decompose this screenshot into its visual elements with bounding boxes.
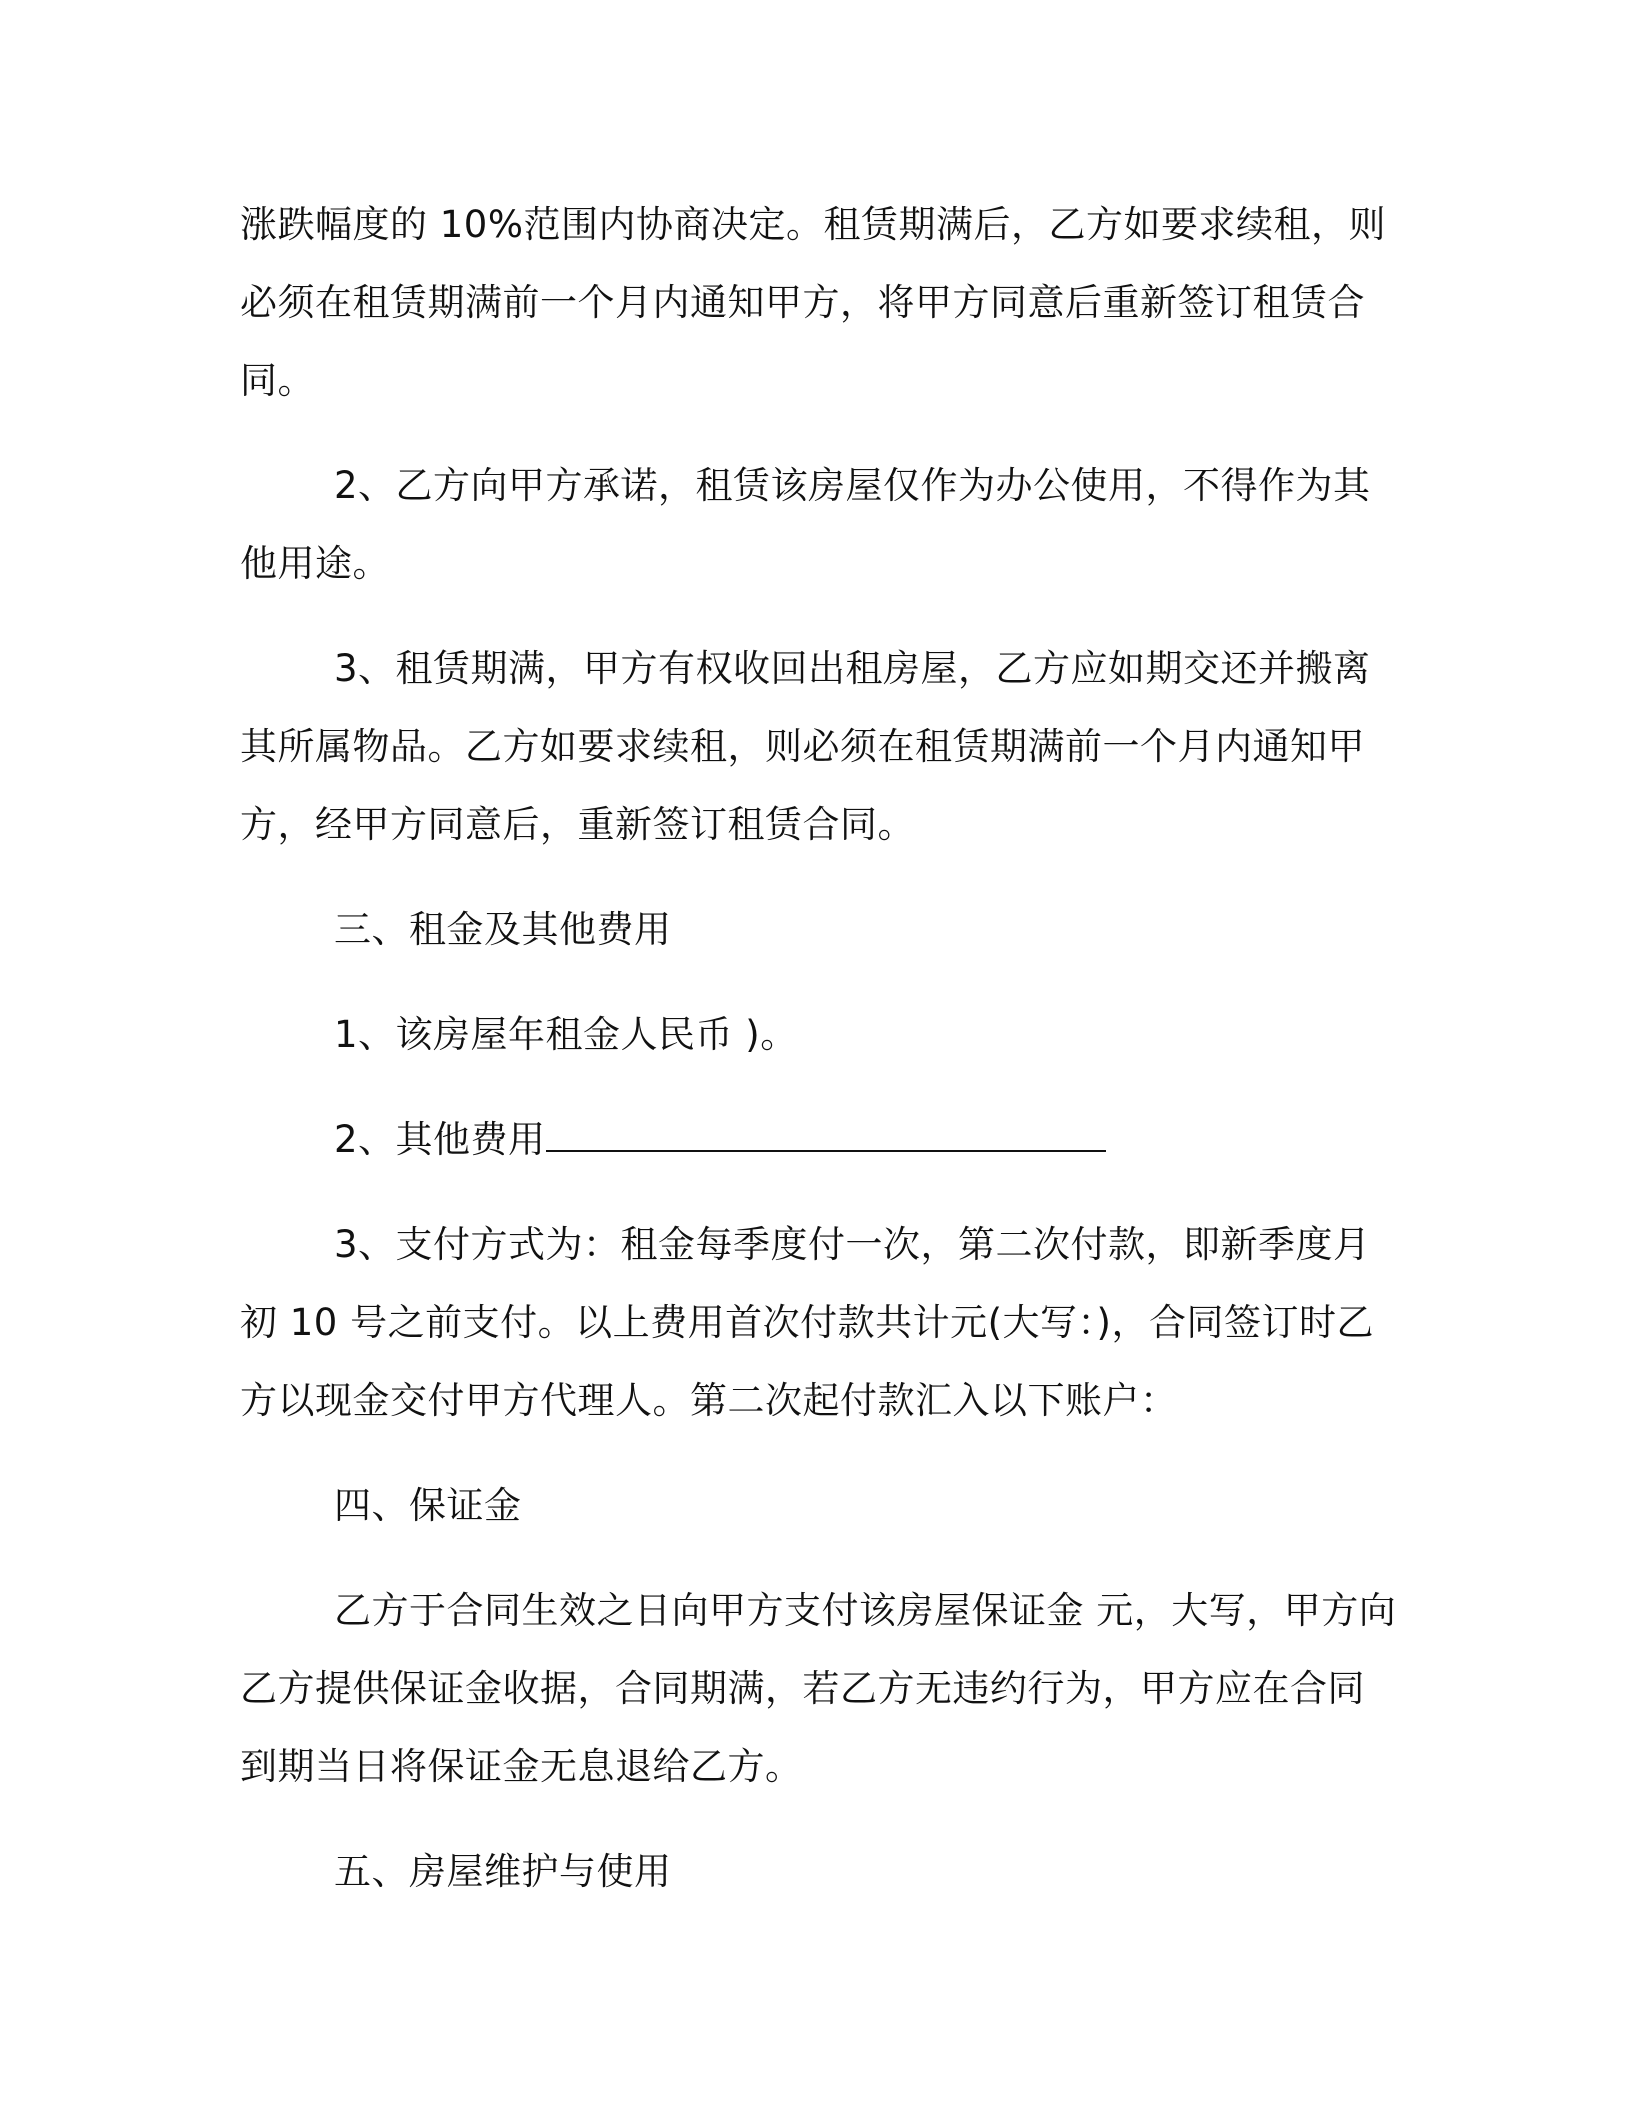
paragraph bbox=[240, 1206, 1395, 1440]
text-line: 乙方提供保证金收据，合同期满，若乙方无违约行为，甲方应在合同 bbox=[240, 1667, 1365, 1710]
section-heading-rent: 三、租金及其他费用 bbox=[334, 908, 672, 951]
text-line: 3、支付方式为：租金每季度付一次，第二次付款，即新季度月 bbox=[334, 1223, 1371, 1266]
section-heading-deposit: 四、保证金 bbox=[334, 1484, 522, 1527]
text-line: 必须在租赁期满前一个月内通知甲方，将甲方同意后重新签订租赁合 bbox=[240, 281, 1365, 324]
other-fees-line bbox=[240, 1101, 1395, 1179]
paragraph bbox=[240, 630, 1395, 864]
text-line: 他用途。 bbox=[240, 542, 390, 585]
other-fees-label: 2、其他费用 bbox=[334, 1118, 546, 1161]
text-line: 涨跌幅度的 10%范围内协商决定。租赁期满后，乙方如要求续租，则 bbox=[240, 203, 1386, 246]
text-line: 乙方于合同生效之日向甲方支付该房屋保证金 元，大写，甲方向 bbox=[334, 1589, 1397, 1632]
section-heading-maintenance: 五、房屋维护与使用 bbox=[334, 1850, 672, 1893]
text-line: 方，经甲方同意后，重新签订租赁合同。 bbox=[240, 803, 915, 846]
paragraph bbox=[240, 1572, 1395, 1806]
text-line: 2、乙方向甲方承诺，租赁该房屋仅作为办公使用，不得作为其 bbox=[334, 464, 1371, 507]
text-line: 初 10 号之前支付。以上费用首次付款共计元(大写：)，合同签订时乙 bbox=[240, 1301, 1374, 1344]
paragraph bbox=[240, 447, 1395, 603]
text-line: 到期当日将保证金无息退给乙方。 bbox=[240, 1745, 803, 1788]
text-line: 同。 bbox=[240, 359, 315, 402]
fill-in-blank bbox=[546, 1120, 1106, 1152]
text-line: 其所属物品。乙方如要求续租，则必须在租赁期满前一个月内通知甲 bbox=[240, 725, 1365, 768]
text-line: 3、租赁期满，甲方有权收回出租房屋，乙方应如期交还并搬离 bbox=[334, 647, 1371, 690]
paragraph bbox=[240, 186, 1395, 420]
text-line: 1、该房屋年租金人民币 )。 bbox=[334, 1013, 798, 1056]
text-line: 方以现金交付甲方代理人。第二次起付款汇入以下账户： bbox=[240, 1379, 1178, 1422]
document-page bbox=[240, 186, 1395, 1911]
